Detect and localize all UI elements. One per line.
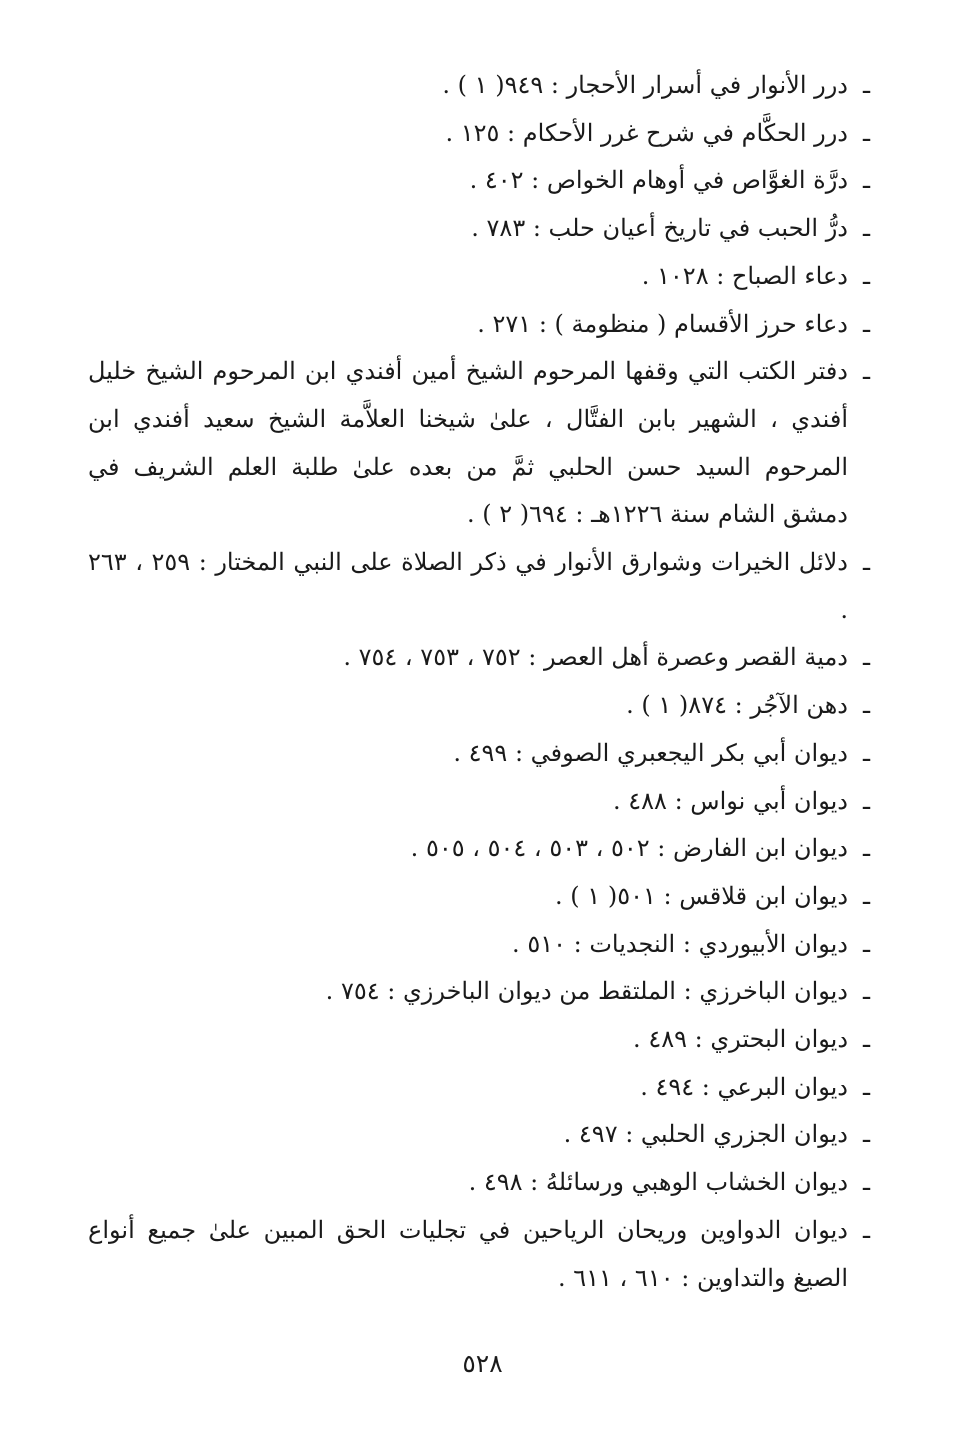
entry-text: ديوان البحتري : ٤٨٩ .	[633, 1025, 848, 1054]
entry-text: ديوان ابن قلاقس : ٥٠١( ١ ) .	[555, 881, 848, 910]
index-entry	[88, 62, 870, 110]
entry-dash: ـ	[862, 548, 870, 577]
index-entry	[88, 873, 870, 921]
index-entry	[88, 1207, 870, 1302]
entry-text: ديوان ابن الفارض : ٥٠٢ ، ٥٠٣ ، ٥٠٤ ، ٥٠٥ .	[410, 834, 848, 863]
entry-dash: ـ	[862, 786, 870, 815]
index-entry	[88, 825, 870, 873]
entry-dash: ـ	[862, 118, 870, 147]
entry-dash: ـ	[862, 834, 870, 863]
entry-dash: ـ	[862, 738, 870, 767]
index-entry	[88, 682, 870, 730]
index-entry	[88, 1111, 870, 1159]
entry-dash: ـ	[862, 881, 870, 910]
entry-dash: ـ	[862, 357, 870, 386]
index-entry	[88, 1159, 870, 1207]
index-page-body	[88, 62, 870, 1302]
index-entry	[88, 110, 870, 158]
entry-dash: ـ	[862, 214, 870, 243]
entry-text: ديوان أبي بكر اليجعبري الصوفي : ٤٩٩ .	[453, 738, 848, 767]
entry-dash: ـ	[862, 309, 870, 338]
entry-text: دعاء حرز الأقسام ( منظومة ) : ٢٧١ .	[477, 309, 848, 338]
entry-text: ديوان الخشاب الوهبي ورسائلهُ : ٤٩٨ .	[468, 1168, 848, 1197]
index-entry	[88, 301, 870, 349]
entry-dash: ـ	[862, 977, 870, 1006]
entry-dash: ـ	[862, 71, 870, 99]
entry-text: درَّة الغوَّاص في أوهام الخواص : ٤٠٢ .	[469, 166, 848, 195]
index-entry	[88, 634, 870, 682]
entry-dash: ـ	[862, 1215, 870, 1244]
index-entry	[88, 968, 870, 1016]
entry-text: ديوان الباخرزي : الملتقط من ديوان الباخرزي : ٧٥٤ .	[325, 977, 848, 1006]
entry-text: دفتر الكتب التي وقفها المرحوم الشيخ أمين أفندي ابن المرحوم الشيخ خليل أفندي ، الشهير بابن الفتَّال ، علىٰ شيخنا العلاَّمة الشيخ سعيد أفندي ابن المرحوم السيد حسن الحلبي ثمَّ من بعده علىٰ طلبة العلم الشريف في دمشق الشام سنة ١٢٢٦هـ : ٦٩٤( ٢ ) .	[88, 357, 848, 529]
index-entry	[88, 921, 870, 969]
entry-text: ديوان الجزري الحلبي : ٤٩٧ .	[563, 1120, 848, 1149]
entry-dash: ـ	[862, 166, 870, 195]
index-entry	[88, 157, 870, 205]
entry-dash: ـ	[862, 1025, 870, 1054]
index-entry	[88, 253, 870, 301]
index-entry	[88, 539, 870, 634]
entry-text: ديوان الأبيوردي : النجديات : ٥١٠ .	[512, 929, 848, 958]
index-entry	[88, 1064, 870, 1112]
entry-text: ديوان البرعي : ٤٩٤ .	[640, 1072, 848, 1101]
index-entry	[88, 778, 870, 826]
entry-text: دعاء الصباح : ١٠٢٨ .	[641, 261, 848, 290]
entry-text: دمية القصر وعصرة أهل العصر : ٧٥٢ ، ٧٥٣ ، ٧٥٤ .	[343, 643, 848, 672]
index-entry	[88, 348, 870, 539]
entry-text: ديوان أبي نواس : ٤٨٨ .	[613, 786, 848, 815]
entry-dash: ـ	[862, 1072, 870, 1101]
index-entry	[88, 205, 870, 253]
entry-dash: ـ	[862, 643, 870, 672]
entry-text: درر الحكَّام في شرح غرر الأحكام : ١٢٥ .	[445, 118, 848, 147]
entry-text: درر الأنوار في أسرار الأحجار : ٩٤٩( ١ ) .	[442, 71, 848, 99]
entry-text: دهن الآجُر : ٨٧٤( ١ ) .	[626, 691, 848, 720]
page-number: ٥٢٨	[462, 1349, 503, 1378]
index-entry	[88, 1016, 870, 1064]
entry-dash: ـ	[862, 1120, 870, 1149]
entry-dash: ـ	[862, 261, 870, 290]
index-entry	[88, 730, 870, 778]
entry-dash: ـ	[862, 929, 870, 958]
entry-text: دلائل الخيرات وشوارق الأنوار في ذكر الصلاة على النبي المختار : ٢٥٩ ، ٢٦٣ .	[88, 548, 848, 624]
entry-dash: ـ	[862, 1168, 870, 1197]
entry-dash: ـ	[862, 691, 870, 720]
entry-text: ديوان الدواوين وريحان الرياحين في تجليات الحق المبين علىٰ جميع أنواع الصيغ والتداوين : ٦١٠ ، ٦١١ .	[88, 1215, 848, 1292]
entry-text: درُّ الحبب في تاريخ أعيان حلب : ٧٨٣ .	[471, 214, 848, 243]
